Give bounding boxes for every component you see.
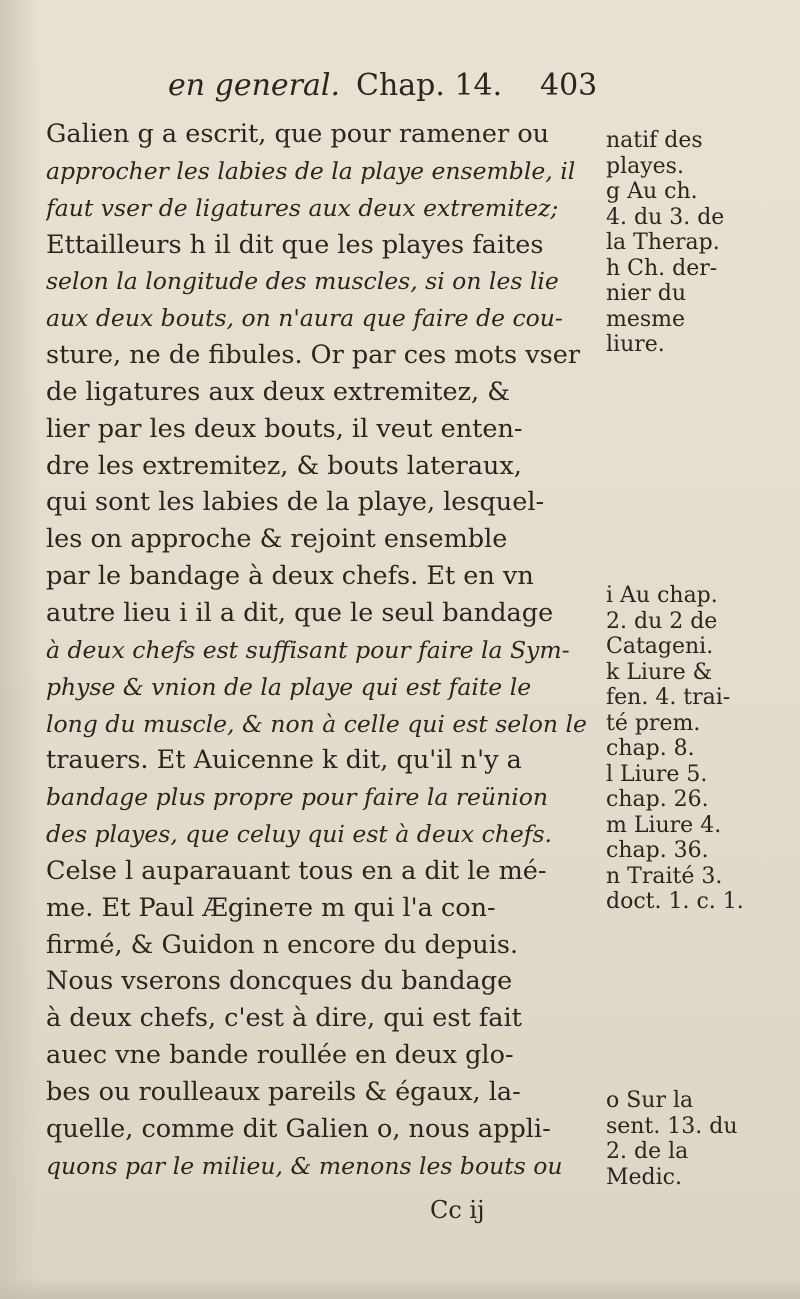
margin-note-line: Medic. xyxy=(606,1164,682,1190)
margin-note-line: natif des xyxy=(606,128,703,153)
text-line: quons par le milieu, & menons les bouts ou xyxy=(46,1151,563,1180)
margin-note-line: sent. 13. du xyxy=(606,1113,738,1139)
text-line: aux deux bouts, on n'aura que faire de cou- xyxy=(46,304,563,333)
margin-note-line: playes. xyxy=(606,153,684,179)
text-line: trauers. Et Auicenne k dit, qu'il n'y a xyxy=(46,745,522,776)
margin-note-group-3 xyxy=(606,1088,796,1190)
text-line: par le bandage à deux chefs. Et en vn xyxy=(46,561,534,592)
text-line: sture, ne de fibules. Or par ces mots vser xyxy=(46,340,581,371)
margin-note-line: 2. de la xyxy=(606,1139,689,1164)
text-line: à deux chefs, c'est à dire, qui est fait xyxy=(46,1003,522,1034)
text-line: autre lieu i il a dit, que le seul bandage xyxy=(46,597,554,628)
text-line: les on approche & rejoint ensemble xyxy=(46,524,508,555)
margin-note-line: i Au chap. xyxy=(606,583,718,608)
text-line: bes ou roulleaux pareils & égaux, la- xyxy=(46,1076,521,1107)
text-line: physe & vnion de la playe qui est faite le xyxy=(46,672,532,701)
margin-note-line: chap. 8. xyxy=(606,736,695,761)
page-bottom-shadow xyxy=(0,1277,800,1299)
running-header xyxy=(168,66,598,106)
text-line: faut vser de ligatures aux deux extremitez; xyxy=(46,193,559,222)
margin-note-line: k Liure & xyxy=(606,659,713,685)
margin-note-line: liure. xyxy=(606,332,665,357)
margin-note-line: n Traité 3. xyxy=(606,863,723,889)
text-line: long du muscle, & non à celle qui est selon le xyxy=(46,709,587,738)
text-line: Celse l auparauant tous en a dit le mé- xyxy=(46,855,547,886)
text-line: de ligatures aux deux extremitez, & xyxy=(46,376,510,407)
text-line: Ettailleurs h il dit que les playes faites xyxy=(46,229,544,260)
margin-note-line: h Ch. der- xyxy=(606,255,718,281)
margin-note-line: o Sur la xyxy=(606,1088,694,1113)
page-number: 403 xyxy=(540,68,598,103)
margin-note-line: mesme xyxy=(606,306,686,332)
page-edge-shadow xyxy=(0,0,40,1299)
margin-note-group-1 xyxy=(606,128,796,358)
margin-note-line: té prem. xyxy=(606,710,701,736)
text-line: me. Et Paul Ægineте m qui l'a con- xyxy=(46,892,496,923)
text-line: lier par les deux bouts, il veut enten- xyxy=(46,413,523,444)
margin-note-line: chap. 36. xyxy=(606,838,709,863)
text-line: des playes, que celuy qui est à deux chefs. xyxy=(46,820,553,849)
text-line: à deux chefs est suffisant pour faire la Sym- xyxy=(46,635,570,664)
text-line: bandage plus propre pour faire la reünion xyxy=(46,783,549,812)
chapter-label: Chap. 14. xyxy=(356,68,503,103)
text-line: selon la longitude des muscles, si on les lie xyxy=(46,267,559,296)
margin-note-group-2 xyxy=(606,583,796,915)
text-line: Nous vserons doncques du bandage xyxy=(46,966,513,997)
text-line: dre les extremitez, & bouts lateraux, xyxy=(46,450,522,481)
text-line: qui sont les labies de la playe, lesquel- xyxy=(46,487,545,518)
margin-note-line: la Therap. xyxy=(606,230,720,255)
running-title: en general. xyxy=(168,68,341,103)
text-line: auec vne bande roullée en deux glo- xyxy=(46,1040,514,1071)
text-line: Galien g a escrit, que pour ramener ou xyxy=(46,119,550,149)
margin-note-line: 2. du 2 de xyxy=(606,608,718,634)
text-line: firmé, & Guidon n encore du depuis. xyxy=(46,929,519,960)
text-line: quelle, comme dit Galien o, nous appli- xyxy=(46,1113,551,1144)
margin-note-line: g Au ch. xyxy=(606,179,698,204)
margin-note-line: Catageni. xyxy=(606,634,714,659)
text-line: approcher les labies de la playe ensemble, il xyxy=(46,156,576,185)
main-text-column xyxy=(46,116,602,1184)
margin-note-line: chap. 26. xyxy=(606,787,709,812)
margin-note-line: m Liure 4. xyxy=(606,812,722,838)
margin-note-line: 4. du 3. de xyxy=(606,204,725,230)
margin-note-line: nier du xyxy=(606,281,686,306)
margin-note-line: fen. 4. trai- xyxy=(606,685,731,710)
margin-note-line: l Liure 5. xyxy=(606,761,708,787)
margin-note-line: doct. 1. c. 1. xyxy=(606,889,744,914)
signature-mark: Cc ij xyxy=(430,1196,485,1224)
